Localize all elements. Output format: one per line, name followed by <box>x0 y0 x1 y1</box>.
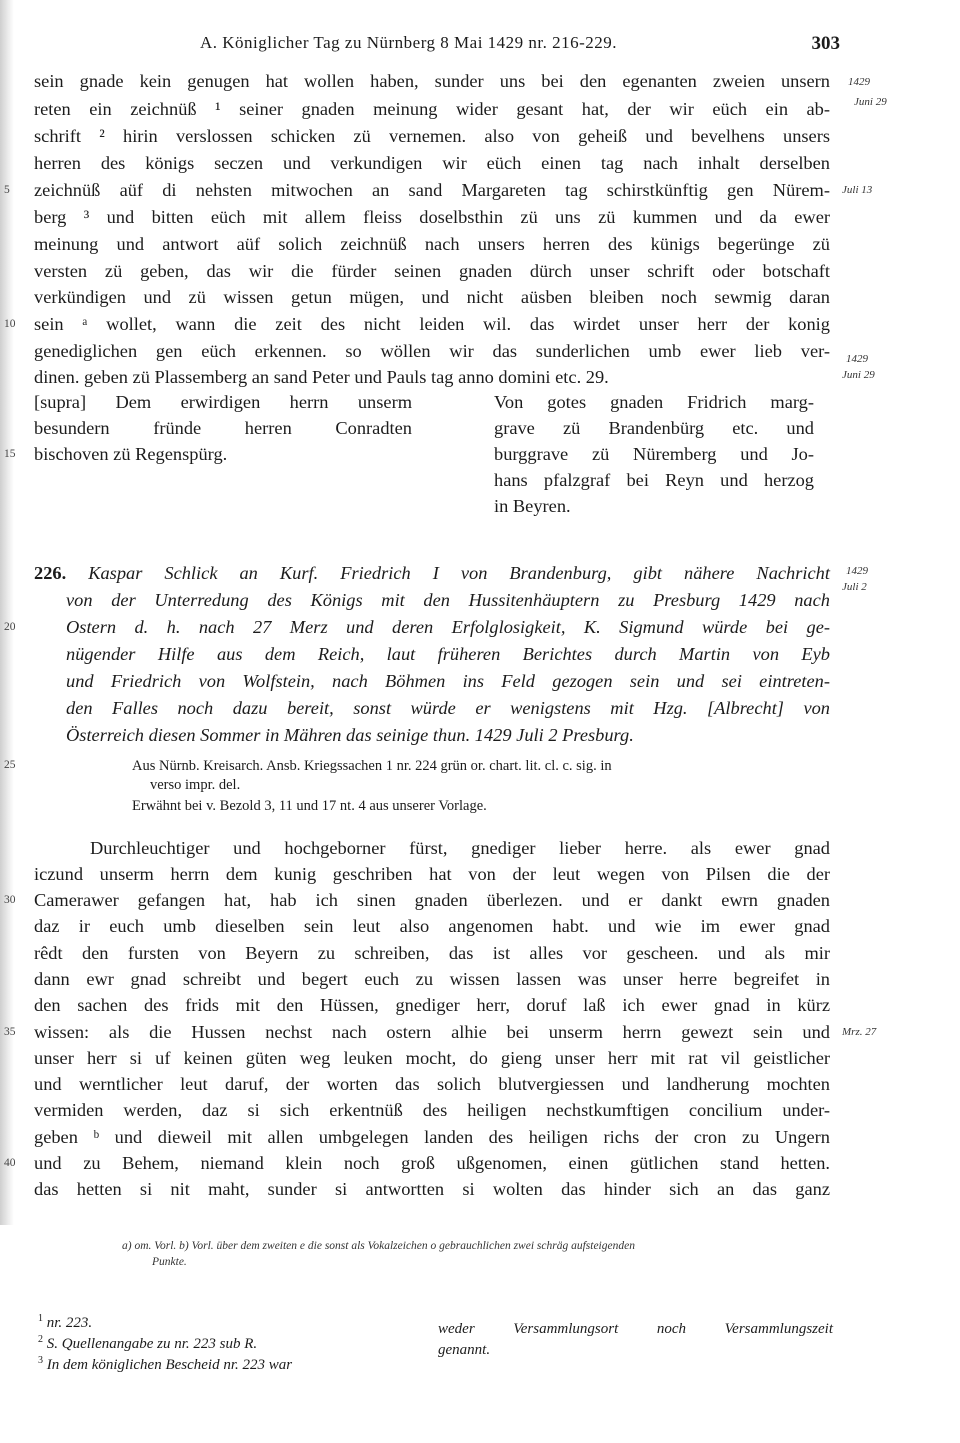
address-sender-line: burggrave zü Nüremberg und Jo- <box>494 444 814 464</box>
margin-note: Juli 13 <box>842 184 873 196</box>
letter-line: sein gnade kein genugen hat wollen haben, sunder uns bei den egenanten zweien unsern <box>34 71 830 91</box>
letter-line: zeichnüß aüf di nehsten mitwochen an sand Margareten tag schirstkünftig gen Nürem- <box>34 180 830 200</box>
regest-line: 226. Kaspar Schlick an Kurf. Friedrich I von Brandenburg, gibt nähere Nachricht <box>34 563 830 583</box>
text-line: vermiden werden, daz si sich erkentnüß des heiligen nechstkumftigen concilium under- <box>34 1100 830 1120</box>
text-line: geben ᵇ und dieweil mit allen umbgelegen landen des heiligen richs der cron zu Ungern <box>34 1127 830 1147</box>
address-sender-line: in Beyren. <box>494 496 571 516</box>
margin-note: 1429 <box>846 565 868 577</box>
line-number: 35 <box>4 1026 16 1038</box>
text-line: das hetten si nit maht, sunder si antwortten si wolten das hinder sich an das ganz <box>34 1179 830 1199</box>
address-recipient-line: bischoven zü Regenspürg. <box>34 444 228 464</box>
text-line: daz ir euch umb dieselben sein leut also angenomen habt. und wie im ewer gnad <box>34 916 830 936</box>
text-line: iczund unserm herrn dem kunig geschriben hat von der leut wegen von Pilsen die der <box>34 864 830 884</box>
regest-line: nügender Hilfe aus dem Reich, laut früheren Berichtes durch Martin von Eyb <box>66 644 830 664</box>
letter-line: meinung und antwort aüf solich zeichnüß nach unsers herren des künigs begerünge zü <box>34 234 830 254</box>
footnote: $^2$ S. Quellenangabe zu nr. 223 sub R. <box>38 1334 258 1352</box>
address-sender-line: hans pfalzgraf bei Reyn und herzog <box>494 470 814 490</box>
address-sender-line: Von gotes gnaden Fridrich marg- <box>494 392 814 412</box>
textual-note-line: Punkte. <box>152 1256 187 1268</box>
letter-line: dinen. geben zü Plassemberg an sand Peter und Pauls tag anno domini etc. 29. <box>34 367 609 387</box>
running-title: A. Königlicher Tag zu Nürnberg 8 Mai 1429 nr. 216-229. <box>200 33 618 52</box>
text-line: Durchleuchtiger und hochgeborner fürst, gnediger lieber herre. als ewer gnad <box>90 838 830 858</box>
footnote: $^1$ nr. 223. <box>38 1313 93 1331</box>
text-line: dann ewr gnad schreibt und begert euch zu wissen lassen was unser herre begreifet in <box>34 969 830 989</box>
margin-note: Mrz. 27 <box>842 1026 877 1038</box>
page-number: 303 <box>811 33 840 54</box>
text-line: rêdt den fursten von Beyern zu schreiben, das ist alles vor gescheen. und als mir <box>34 943 830 963</box>
line-number: 10 <box>4 318 16 330</box>
address-recipient-line: [supra] Dem erwirdigen herrn unserm <box>34 392 412 412</box>
line-number: 15 <box>4 448 16 460</box>
textual-note-line: a) om. Vorl. b) Vorl. über dem zweiten e die sonst als Vokalzeichen o gebrauchlichen zwei schräg aufsteigenden <box>122 1240 635 1252</box>
letter-line: schrift ² hirin verslossen schicken zü vernemen. also von geheiß und bevelhens unsers <box>34 126 830 146</box>
regest-line: von der Unterredung des Königs mit den Hussitenhäuptern zu Presburg 1429 nach <box>66 590 830 610</box>
footnote-continuation: genannt. <box>438 1342 491 1358</box>
letter-line: verkündigen und zü wissen getun mügen, und nicht aüsben bleiben noch sewmig daran <box>34 287 830 307</box>
letter-line: herren des königs seczen und verkundigen wir eüch einen tag nach inhalt derselben <box>34 153 830 173</box>
address-recipient-line: besundern fründe herren Conradten <box>34 418 412 438</box>
margin-note: 1429 <box>848 76 870 88</box>
letter-line: genediglichen gen eüch erkennen. so wöllen wir das sunderlichen umb ewer lieb ver- <box>34 341 830 361</box>
line-number: 30 <box>4 894 16 906</box>
regest-line: Österreich diesen Sommer in Mähren das seinige thun. 1429 Juli 2 Presburg. <box>66 725 634 745</box>
text-line: Camerawer gefangen hat, hab ich sinen gnaden überlezen. und er dankt ewrn gnaden <box>34 890 830 910</box>
regest-line: den Falles noch dazu bereit, sonst würde er wenigstens mit Hzg. [Albrecht] von <box>66 698 830 718</box>
source-line: Aus Nürnb. Kreisarch. Ansb. Kriegssachen 1 nr. 224 grün or. chart. lit. cl. c. sig. in <box>132 758 612 774</box>
letter-line: versten zü geben, das wir die fürder seinen gnaden dürch unser schrift oder botschaft <box>34 261 830 281</box>
letter-line: berg ³ und bitten eüch mit allem fleiss doselbsthin zü uns zü kummen und da ewer <box>34 207 830 227</box>
text-line: und werntlicher leut daruf, der worten das solich blutvergiessen und landherung mochten <box>34 1074 830 1094</box>
regest-line: Ostern d. h. nach 27 Merz und deren Erfolglosigkeit, K. Sigmund würde bei ge- <box>66 617 830 637</box>
margin-note: Juli 2 <box>842 581 867 593</box>
text-line: den sachen des frids mit den Hüssen, gnediger herr, doruf laß ich ewer gnad in kürz <box>34 995 830 1015</box>
source-line: Erwähnt bei v. Bezold 3, 11 und 17 nt. 4 aus unserer Vorlage. <box>132 798 487 814</box>
line-number: 5 <box>4 184 10 196</box>
text-line: und zu Behem, niemand klein noch groß ußgenomen, einen gütlichen stand hetten. <box>34 1153 830 1173</box>
text-line: unser herr si uf keinen güten weg leuken mocht, do gieng unser herr mit rat vil geistlicher <box>34 1048 830 1068</box>
document-number: 226. <box>34 563 67 583</box>
footnote: $^3$ In dem königlichen Bescheid nr. 223 war <box>38 1355 293 1373</box>
footnote-continuation: weder Versammlungsort noch Versammlungszeit <box>438 1321 833 1337</box>
letter-line: sein ᵃ wollet, wann die zeit des nicht leiden wil. das wirdet unser herr der konig <box>34 314 830 334</box>
margin-note: Juni 29 <box>854 96 887 108</box>
line-number: 20 <box>4 621 16 633</box>
margin-note: 1429 <box>846 353 868 365</box>
margin-note: Juni 29 <box>842 369 875 381</box>
letter-line: reten ein zeichnüß ¹ seiner gnaden meinung wider gesant hat, der wir eüch ein ab- <box>34 99 830 119</box>
text-line: wissen: als die Hussen nechst nach ostern alhie bei unserm herrn gewezt sein und <box>34 1022 830 1042</box>
line-number: 25 <box>4 759 16 771</box>
line-number: 40 <box>4 1157 16 1169</box>
address-sender-line: grave zü Brandenbürg etc. und <box>494 418 814 438</box>
source-line: verso impr. del. <box>150 777 241 793</box>
regest-line: und Friedrich von Wolfstein, nach Böhmen ins Feld gezogen sein und sei eintreten- <box>66 671 830 691</box>
